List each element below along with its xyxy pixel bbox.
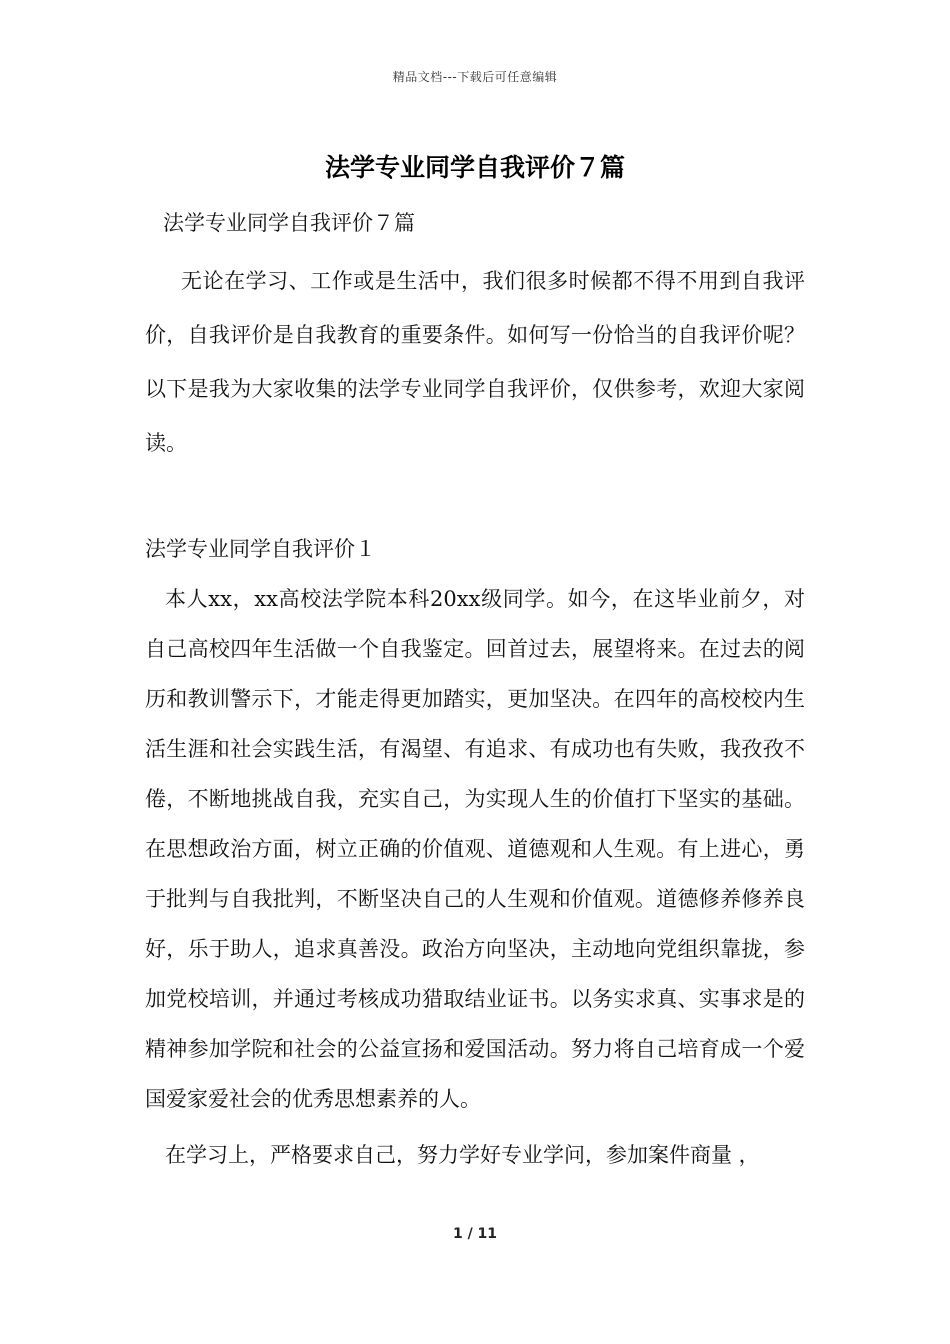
document-body xyxy=(145,198,805,1180)
document-title: 法学专业同学自我评价７篇 xyxy=(324,153,625,182)
body-paragraph-2: 在学习上，严格要求自己，努力学好专业学问，参加案件商量 ， xyxy=(165,1143,760,1167)
section-heading: 法学专业同学自我评价１ xyxy=(145,537,376,561)
page-number: 1 / 11 xyxy=(452,1226,498,1242)
document-subtitle: 法学专业同学自我评价７篇 xyxy=(163,211,415,235)
header-note: 精品文档---下载后可任意编辑 xyxy=(392,70,558,84)
body-paragraph-1: 本人xx，xx高校法学院本科20xx级同学。如今，在这毕业前夕，对自己高校四年生活做一个自我鉴定。回首过去，展望将来。在过去的阅历和教训警示下，才能走得更加踏实，更加坚决。在四年的高校校内生活生涯和社会实践生活，有渴望、有追求、有成功也有失败，我孜孜不倦，不断地挑战自我，充实自己，为实现人生的价值打下坚实的基础。在思想政治方面，树立正确的价值观、道德观和人生观。有上进心，勇于批判与自我批判，不断坚决自己的人生观和价值观。道德修养修养良好，乐于助人，追求真善没。政治方向坚决，主动地向党组织靠拢，参加党校培训，并通过考核成功猎取结业证书。以务实求真、实事求是的精神参加学院和社会的公益宣扬和爱国活动。努力将自己培育成一个爱国爱家爱社会的优秀思想素养的人。 xyxy=(145,587,805,1111)
intro-paragraph: 无论在学习、工作或是生活中，我们很多时候都不得不用到自我评价，自我评价是自我教育的重要条件。如何写一份恰当的自我评价呢？以下是我为大家收集的法学专业同学自我评价，仅供参考，欢迎大家阅读。 xyxy=(145,269,805,455)
